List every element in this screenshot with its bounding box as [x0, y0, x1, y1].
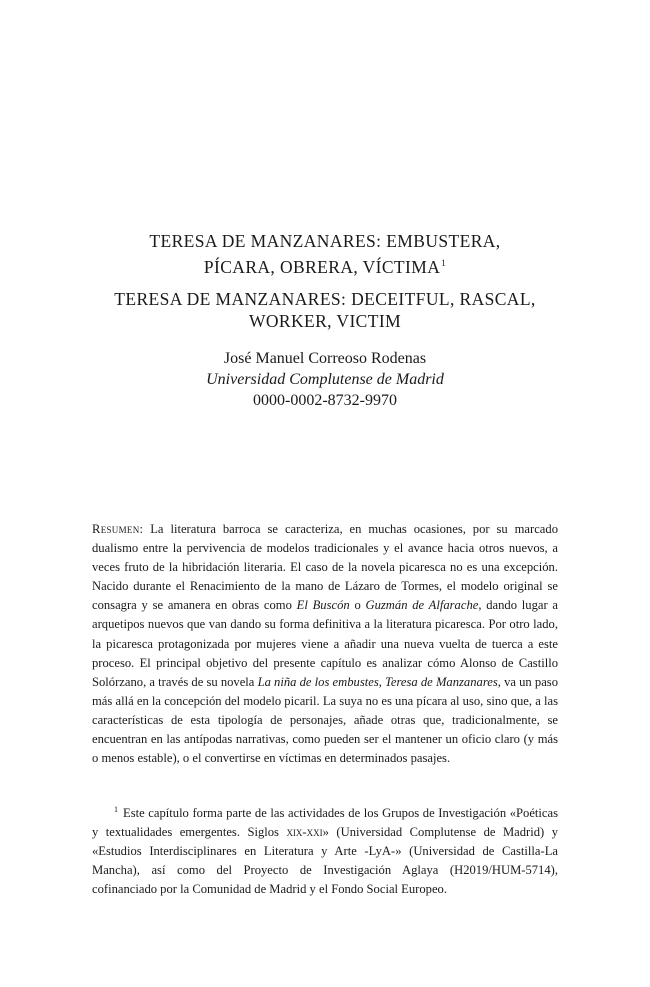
title-spanish-line-2: [0, 252, 650, 278]
footnote: [92, 800, 558, 899]
title-english: [0, 288, 650, 332]
footnote-reference[interactable]: 1: [441, 258, 447, 268]
abstract-text-3: , dando lugar a arquetipos nuevos que van dando su forma definitiva a la literatura picaresca. Por otro lado, la picaresca protagonizada por mujeres viene a añadir una nueva vuelta de tuerca a este proceso. El principal objetivo del presente capítulo es analizar cómo Alonso de Castillo Solórzano, a través de su novela: [92, 598, 559, 689]
abstract-work-3: La niña de los embustes, Teresa de Manzanares: [257, 674, 498, 689]
title-spanish: [0, 230, 650, 278]
title-english-line-1: TERESA DE MANZANARES: DECEITFUL, RASCAL,: [114, 289, 536, 309]
abstract-text-2: o: [349, 598, 366, 613]
author-affiliation: Universidad Complutense de Madrid: [206, 371, 444, 388]
title-spanish-line-1: TERESA DE MANZANARES: EMBUSTERA,: [149, 231, 501, 251]
abstract-text-1: La literatura barroca se caracteriza, en muchas ocasiones, por su marcado dualismo entre la pervivencia de modelos tradicionales y el avance hacia otros nuevos, a veces fruto de la hibridación literaria. El caso de la novela picaresca no es una excepción. Nacido durante el Renacimiento de la mano de Lázaro de Tormes, el modelo original se consagra y se amanera en obras como: [92, 522, 558, 613]
abstract-work-1: El Buscón: [296, 598, 350, 613]
abstract-text-4: , va un paso más allá en la concepción del modelo picaril. La suya no es una pícara al uso, sino que, a las características de esta tipología de personajes, añade otras que, tradicionalmente, se encuentran en las antípodas narrativas, como pueden ser el mantener un oficio claro (y más o menos estable), o el convertirse en víctimas en determinados pasajes.: [92, 674, 558, 766]
abstract-work-2: Guzmán de Alfarache: [365, 598, 479, 613]
footnote-centuries: xix-xxi: [286, 825, 323, 840]
title-spanish-line-2-text: PÍCARA, OBRERA, VÍCTIMA: [203, 257, 441, 277]
footnote-marker: 1: [114, 805, 118, 814]
author-name: José Manuel Correoso Rodenas: [223, 350, 427, 367]
author-orcid: 0000-0002-8732-9970: [253, 392, 397, 409]
footnote-text-1: Este capítulo forma parte de las actividades de los Grupos de Investigación «Poéticas y textualidades emergentes. Siglos: [92, 806, 558, 840]
title-english-line-2: WORKER, VICTIM: [248, 311, 402, 331]
abstract-label: Resumen:: [92, 522, 144, 536]
footnote-text-2: » (Universidad Complutense de Madrid) y «Estudios Interdisciplinares en Literatura y Arte -LyA-» (Universidad de Castilla-La Mancha), así como del Proyecto de Investigación Aglaya (H2019/HUM-5714), cofinanciado por la Comunidad de Madrid y el Fondo Social Europeo.: [92, 825, 559, 897]
author-block: [0, 348, 650, 411]
abstract: [92, 520, 558, 768]
